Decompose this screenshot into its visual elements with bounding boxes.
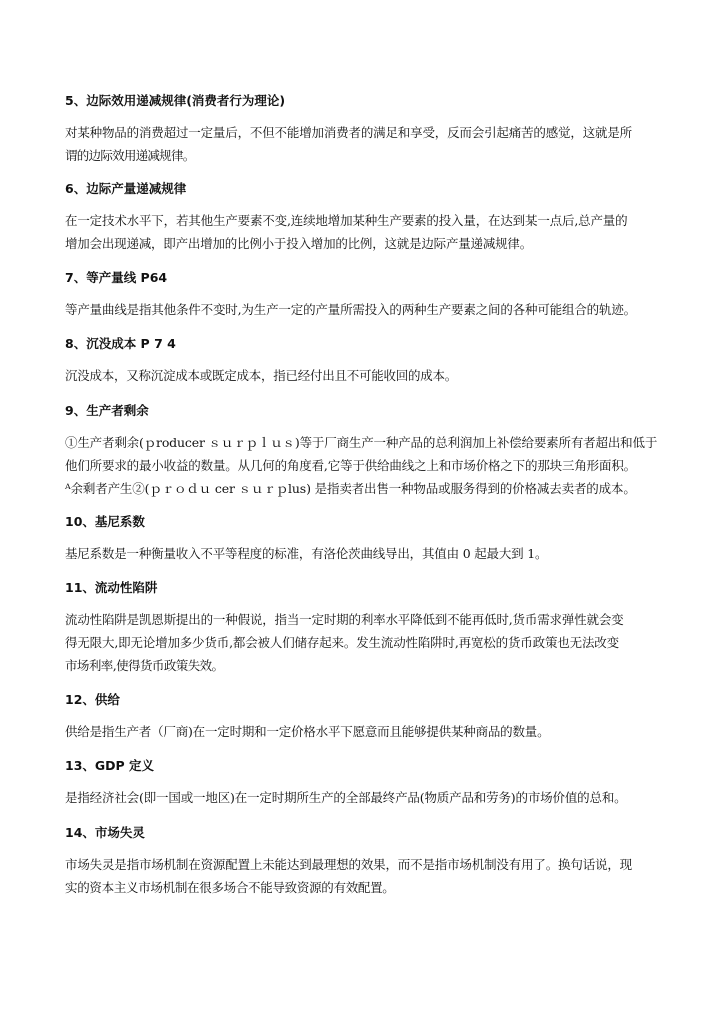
- section-body: [65, 786, 665, 809]
- body-line: 对某种物品的消费超过一定量后，不但不能增加消费者的满足和享受，反而会引起痛苦的感觉，这就是所: [65, 125, 632, 140]
- body-line: 供给是指生产者（厂商)在一定时期和一定价格水平下愿意而且能够提供某种商品的数量。: [65, 724, 550, 739]
- body-line: 谓的边际效用递减规律。: [65, 148, 195, 163]
- section-7: [65, 270, 665, 321]
- section-heading: 14、市场失灵: [65, 825, 145, 840]
- section-heading: 7、等产量线 P64: [65, 270, 168, 285]
- body-line: ①生产者剩余(ｐroducer ｓｕｒｐｌｕｓ)等于厂商生产一种产品的总利润加上补偿给要素所有者超出和低于: [65, 435, 658, 450]
- body-line: 增加会出现递减，即产出增加的比例小于投入增加的比例，这就是边际产量递减规律。: [65, 236, 532, 251]
- body-line: 流动性陷阱是凯恩斯提出的一种假说，指当一定时期的利率水平降低到不能再低时,货币需求弹性就会变: [65, 612, 624, 627]
- body-line: 是指经济社会(即一国或一地区)在一定时期所生产的全部最终产品(物质产品和劳务)的市场价值的总和。: [65, 790, 627, 805]
- section-body: [65, 209, 665, 255]
- body-line: 他们所要求的最小收益的数量。从几何的角度看,它等于供给曲线之上和市场价格之下的那块三角形面积。: [65, 458, 636, 473]
- section-body: [65, 720, 665, 743]
- body-line: 市场失灵是指市场机制在资源配置上未能达到最理想的效果，而不是指市场机制没有用了。换句话说，现: [65, 857, 632, 872]
- section-12: [65, 692, 665, 743]
- body-line: 等产量曲线是指其他条件不变时,为生产一定的产量所需投入的两种生产要素之间的各种可能组合的轨迹。: [65, 302, 636, 317]
- section-11: [65, 580, 665, 677]
- section-5: [65, 93, 665, 167]
- section-heading: 9、生产者剩余: [65, 403, 149, 418]
- section-heading: 5、边际效用递减规律(消费者行为理论): [65, 93, 286, 108]
- section-body: [65, 431, 665, 500]
- section-body: [65, 121, 665, 167]
- section-heading: 8、沉没成本 P 7 4: [65, 336, 176, 351]
- body-line: ᴬ余剩者产生②(ｐｒｏｄｕ cer ｓｕｒｐlus) 是指卖者出售一种物品或服务得到的价格减去卖者的成本。: [65, 481, 636, 496]
- section-13: [65, 758, 665, 809]
- body-line: 得无限大,即无论增加多少货币,都会被人们储存起来。发生流动性陷阱时,再宽松的货币政策也无法改变: [65, 635, 619, 650]
- section-heading: 6、边际产量递减规律: [65, 181, 187, 196]
- body-line: 市场利率,使得货币政策失效。: [65, 658, 224, 673]
- section-body: [65, 608, 665, 677]
- section-14: [65, 825, 665, 899]
- section-10: [65, 514, 665, 565]
- section-6: [65, 181, 665, 255]
- body-line: 沉没成本，又称沉淀成本或既定成本，指已经付出且不可能收回的成本。: [65, 368, 458, 383]
- section-body: [65, 364, 665, 387]
- section-heading: 12、供给: [65, 692, 120, 707]
- body-line: 基尼系数是一种衡量收入不平等程度的标准，有洛伦茨曲线导出，其值由 0 起最大到 1。: [65, 546, 548, 561]
- section-heading: 11、流动性陷阱: [65, 580, 158, 595]
- section-heading: 10、基尼系数: [65, 514, 145, 529]
- section-body: [65, 298, 665, 321]
- body-line: 在一定技术水平下，若其他生产要素不变,连续地增加某种生产要素的投入量，在达到某一点后,总产量的: [65, 213, 628, 228]
- section-body: [65, 853, 665, 899]
- section-9: [65, 403, 665, 500]
- body-line: 实的资本主义市场机制在很多场合不能导致资源的有效配置。: [65, 880, 395, 895]
- section-heading: 13、GDP 定义: [65, 758, 155, 773]
- section-8: [65, 336, 665, 387]
- section-body: [65, 542, 665, 565]
